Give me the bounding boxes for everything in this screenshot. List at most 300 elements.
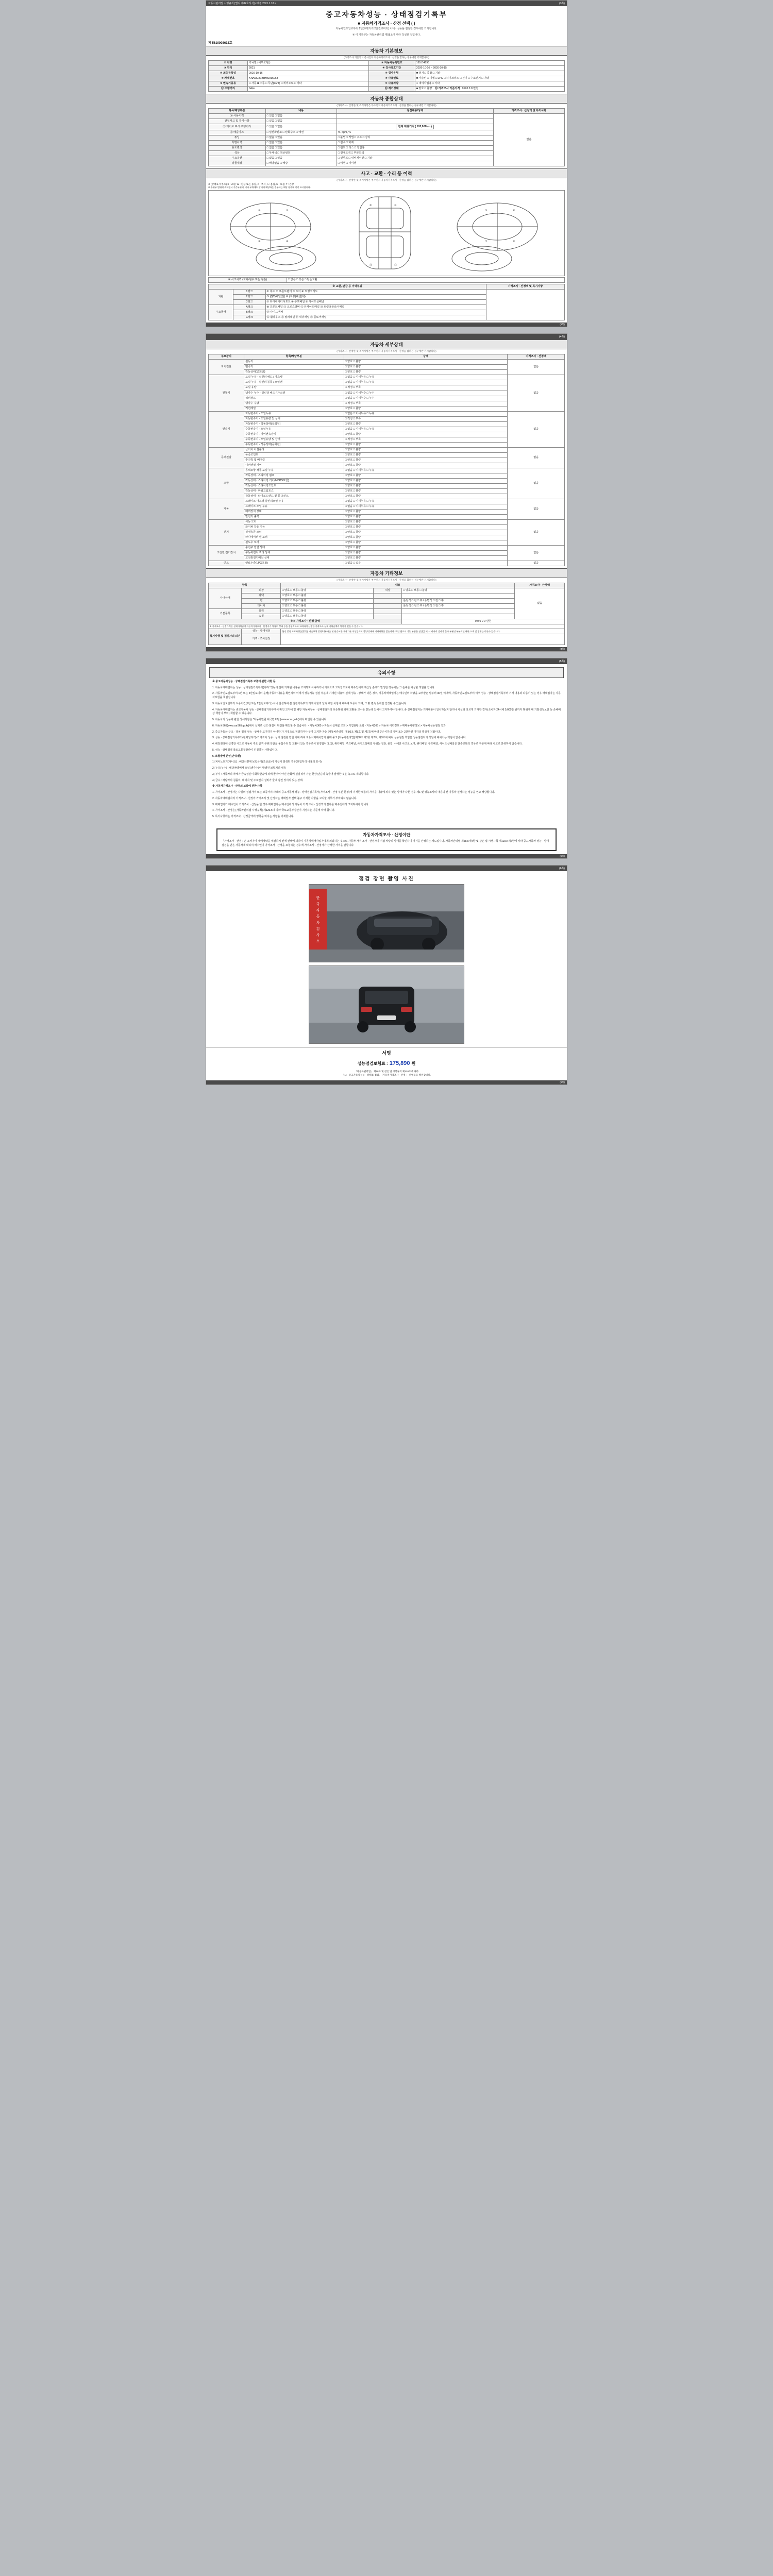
etc-label-2 — [374, 599, 402, 604]
detail-status: □ 양호 □ 불량 — [344, 473, 508, 478]
sheet-4 — [206, 865, 567, 1085]
detail-status: □ 양호 □ 불량 — [344, 550, 508, 555]
detail-item: 클러치 어셈블리 — [244, 447, 344, 452]
basic-value: □ 자동 ■ 수동 □ 무단(CVT) □ 세미오토 □ 기타 — [248, 81, 369, 87]
sheet-3 — [206, 658, 567, 859]
etc-price: 없음 — [515, 588, 565, 619]
etc-state-2 — [402, 609, 515, 614]
row-state: □ 침수 □ 화재 — [337, 141, 493, 146]
inspection-photo-rear — [309, 965, 464, 1044]
svg-text:①: ① — [258, 209, 261, 213]
detail-group: 동력전달 — [209, 447, 244, 468]
detail-status: □ 양호 □ 불량 — [344, 494, 508, 499]
rank-parts: ⑭ 사이드멤버 — [265, 310, 486, 315]
table-row — [209, 290, 565, 295]
basic-value: 2021 — [248, 66, 369, 71]
detail-item: 원동기 — [244, 360, 344, 365]
detail-item: 오일 누유 - 실린더 블록 / 오일팬 — [244, 380, 344, 385]
table-row — [209, 447, 565, 452]
table-row — [209, 66, 565, 71]
rank-price-header: 가격조사 · 산정액 및 특기사항 — [486, 284, 564, 290]
detail-item: 수동변속기 - 기어변속장치 — [244, 432, 344, 437]
detail-status: □ 양호 □ 불량 — [344, 406, 508, 411]
etc-label-2: 내장 — [374, 588, 402, 594]
col-device: 주요장치 — [209, 354, 244, 360]
etc-state: □ 양호 □ 보통 □ 불량 — [281, 594, 374, 599]
accident-legend-1: ※ (상태표시 부호) X : 교환, W : 판금 또는 용접, C : 부식, A : 흠집, U : 요철, T : 손상 — [208, 183, 294, 186]
detail-group: 제동 — [209, 499, 244, 519]
basic-label: ⑪ 주행거리 — [209, 87, 248, 92]
row-content: □ 없음 □ 있음 — [265, 141, 337, 146]
detail-item: 발전기 출력 — [244, 514, 344, 519]
etc-state-2 — [402, 594, 515, 599]
basic-value: 165조4696 — [415, 61, 564, 66]
detail-price: 없음 — [508, 519, 565, 545]
detail-item: 자동변속기 - 오일유량 및 상태 — [244, 416, 344, 421]
row-state: □ 렌트 □ 리스 □ 영업용 — [337, 146, 493, 151]
detail-item: 자동변속기 - 오일누유 — [244, 411, 344, 416]
table-row — [209, 614, 565, 619]
rank-group: 외판 — [209, 290, 233, 305]
detail-item: 작동상태 - 스티어링 펌프 — [244, 473, 344, 478]
section-accident-header: 사고 · 교환 · 수리 등 이력 — [206, 168, 567, 178]
section-detail-note: (가격조사 · 산정한 및 특기사항은 부수인지 자동차가격조사 · 산정을 함하는 경우에만 기재합니다) — [337, 350, 436, 353]
basic-label: ⑫ 계기상태 — [368, 87, 415, 92]
row-content: □ 없음 □ 있음 — [265, 156, 337, 161]
detail-status: □ 양호 □ 불량 — [344, 463, 508, 468]
row-label: 색상 — [209, 151, 266, 156]
accident-legend-2: ※ 주위부 범위에 속하면서 기준부위에, 기타 부위에도 상태에 해당하는 경우에는 해당 항목에 각각 표시합니다. — [208, 186, 311, 189]
notice-item: 5. 성능 · 상태점검 국토교통부장관이 인정하는 사항입니다. — [212, 748, 278, 752]
table-row — [209, 519, 565, 524]
price-basis-value: 0 0 0 0 0 만원 — [462, 87, 479, 91]
notice-item: 3. 성능 · 상태점검기록부의(판매알리기) 가격조사 성능 · 상태 점검할 만한 이내 하여 자동차매매사업자 판매 중고 [자동차관리법] 제58조 제1항 제2호, 제3호에 따라 성능점검 책임은 성능점검자의 책임에 대해서는 책임이 없습니다. — [212, 736, 466, 740]
declaration-box — [216, 828, 557, 851]
row-state: □ 전체도색 □ 부분도색 — [337, 151, 493, 156]
row-state — [337, 114, 493, 119]
detail-price: 없음 — [508, 499, 565, 519]
detail-status: □ 양호 □ 불량 — [344, 442, 508, 447]
row-content: □ 없음 □ 있음 — [265, 135, 337, 141]
detail-status: □ 양호 □ 불량 — [344, 365, 508, 370]
detail-status: □ 양호 □ 불량 — [344, 530, 508, 535]
detail-status: □ 양호 □ 불량 — [344, 447, 508, 452]
detail-state-table — [208, 354, 565, 566]
basic-value: 04㎞ — [248, 87, 369, 92]
section-total-header: 자동차 종합상태 — [206, 94, 567, 104]
etc-label-2 — [374, 609, 402, 614]
detail-status: □ 양호 □ 불량 — [344, 457, 508, 463]
notice-item: 1. 자동차매매업자는 성능 · 상태점검기록부의(이하 "성능 점검에 기재된 내용을 고지하지 아니하거나 거짓으로 고지함으로써 매수인에게 재산상 손해가 발생한 경우에는 그 손해를 배상할 책임을 집니다. — [212, 686, 435, 689]
sheet3-footer: (5쪽) — [206, 854, 567, 858]
basic-value: 2020-10-16 — [248, 71, 369, 76]
svg-text:⑩: ⑩ — [394, 204, 397, 208]
sheet2-footer: (4쪽) — [206, 647, 567, 651]
notice-item: 4. 해당권리에 신경한 시고로 자동차 주요 골격 부위의 판금 용접수리 및 교환이 있는 경우로서 한정합니다.(단, 쿼터패널, 루프패널, 사이드실패널 부위는 절단, 용접, 시에만 사고로 보며, 쿼터패널, 루프패널, 사이드실패널은 단순교환의 경우로 구분에 따라 사고로 분류하지 않습니다. — [212, 742, 523, 746]
svg-text:⑫: ⑫ — [394, 264, 397, 267]
declaration-body: 「가격조사 · 산정」은 소비자가 매매계약을 체결하기 전에 선택에 의하여 자동차매매사업자에게 의뢰하는 것으로 자동차 가격 조사 · 산정자가 직접 차량의 상태를 확인하여 가격을 산정하는 제도입니다. 자동차관리법 제58조제4항 및 같은 법 시행규칙 제120조제2항에 따라 중고자동차 성능 · 상태 점검을 받은 자동차에 대하여 매수인이 가격조사 · 산정을 요청하는 경우에 가격조사 · 산정자가 산정한 가격을 말합니다. — [222, 839, 549, 847]
basic-value: □ 대여사업용 □ 기타 — [415, 81, 564, 87]
basic-value: ■ 가솔린 □ 디젤 □ LPG □ 하이브리드 □ 전기 □ 수소전기 □ 기타 — [415, 76, 564, 81]
row-label: 전일사고 및 특기사항 — [209, 119, 266, 124]
svg-text:⑥: ⑥ — [513, 209, 515, 213]
meter-state: ■ 양호 □ 불량 — [416, 87, 432, 91]
row-label: 리콜대상 — [209, 161, 266, 166]
sheet3-spacer — [208, 659, 209, 663]
basic-value-compound — [415, 87, 564, 92]
detail-item: 충전구 절연 상태 — [244, 545, 344, 550]
notice-heading-2: 6. 보험발생 분인(단위:원) — [212, 754, 241, 758]
page-title: 중고자동차성능 · 상태점검기록부 — [326, 10, 447, 19]
row-state: □ 선루프 □ 내비게이션 □ 기타 — [337, 156, 493, 161]
table-header-row — [209, 109, 565, 114]
detail-status: □ 없음 □ 미세누유 □ 누유 — [344, 380, 508, 385]
detail-status: □ 양호 □ 불량 — [344, 483, 508, 488]
detail-item: 워터펌프 — [244, 396, 344, 401]
detail-price: 없음 — [508, 468, 565, 499]
detail-status: □ 양호 □ 불량 — [344, 452, 508, 457]
photos-footnote — [206, 1069, 567, 1080]
col-item: 항목/해당부분 — [244, 354, 344, 360]
svg-text:동: 동 — [316, 914, 320, 919]
detail-status: □ 없음 □ 미세누수 □ 누수 — [344, 391, 508, 396]
table-row — [209, 468, 565, 473]
etc-label: 타이어 — [242, 604, 281, 609]
detail-item: 수동변속기 - 오일누유 — [244, 427, 344, 432]
detail-status: □ 양호 □ 불량 — [344, 535, 508, 540]
detail-group: 조향 — [209, 468, 244, 499]
detail-status: □ 양호 □ 불량 — [344, 540, 508, 545]
page-note-2: ※ 이 기록부는 자동차관리법 제58조에 따라 작성된 것입니다. — [352, 33, 421, 37]
document-number: 제 5610008632호 — [208, 42, 232, 45]
notice-item: 2. 자동차인도일로부터 1년 또는 2만킬로미터 운행(자동차 내용을 확인하여 이에서 성능기능 점검 부분에 기재된 내용이 실제 성능 · 상태가 다른 경우, 자동차매매업자는 매수인의 차량을 교부받은 날부터 30일 이내에, 자동차인도일로부터 이후 성능 · 상태점검기록부의 기재 내용과 다름이 있는 경우 매매업자는 자동차보험을 책임집니다. — [212, 692, 561, 700]
inspection-photo-front — [309, 884, 464, 962]
sheet2-spacer — [208, 335, 209, 338]
rank-level: C랭크 — [233, 315, 265, 320]
detail-item: 작동상태(공회전) — [244, 370, 344, 375]
basic-label: ⑤ 최초등록일 — [209, 71, 248, 76]
sheet4-spacer — [208, 867, 209, 870]
table-row — [209, 594, 565, 599]
table-row — [209, 375, 565, 380]
svg-text:③: ③ — [258, 240, 261, 244]
page-number-3: (5쪽) — [559, 659, 565, 663]
basic-value: 2026-10-16 ~ 2026-10-15 — [415, 66, 564, 71]
remarks-row-text: 본인 불명 도료차량(전종류), 파손부위 불명/내부파손 및 단순교환 제작기술 이상없으며 성능/상태에 기재사항은 없습니다. 확인 필요시 기능 부품은 점검(정비)시 비파괴 검사가 불가 부분인 부분적인 판단 도색 및 범위는 다를수 있습니다. — [281, 629, 565, 634]
svg-text:⑤: ⑤ — [485, 209, 488, 213]
detail-item: 작동상태 - 타이로드엔드 및 볼 조인트 — [244, 494, 344, 499]
sheet1-footer: (3쪽) — [206, 323, 567, 327]
sheet1-topbar — [206, 1, 567, 6]
col-price: 가격조사 · 산정액 및 특기사항 — [493, 109, 564, 114]
detail-status: □ 없음 □ 미세누유 □ 누유 — [344, 411, 508, 416]
detail-price: 없음 — [508, 447, 565, 468]
detail-item: 작동상태 - 스티어링조인트 — [244, 483, 344, 488]
section-total-note: (가격조사 · 산정한 및 특기사항은 부수인지 자동차가격조사 · 산정을 함하는 경우에만 기재합니다) — [337, 104, 436, 107]
detail-status: □ 적정 □ 부족 — [344, 385, 508, 391]
footnote-line-2: 「1」 중고자동차성능 · 상태를 점검, 「자동차가격조사 · 산정 」 하였음을 확인합니다. — [342, 1074, 431, 1077]
col-etc-item: 항목 — [209, 583, 281, 588]
detail-status: □ 없음 □ 미세누유 □ 누유 — [344, 499, 508, 504]
section-accident-note: (가격조사 · 산정한 및 특기사항은 부수인지 자동차가격조사 · 산정을 함하는 경우에만 기재합니다) — [337, 179, 436, 182]
notice-item: 3. 매매업자가 매수인이 기계조사 · 산정을 한 경우 매매업자는 매수인에게 자동차 가격 조사 · 산정액의 결과를 매수인에게 고지하여야 합니다. — [212, 803, 369, 806]
svg-text:소: 소 — [316, 939, 320, 943]
price-total-label: ※④ 가격조사 · 산정 금액 — [209, 619, 402, 624]
svg-text:한: 한 — [316, 896, 320, 900]
detail-status: □ 적정 □ 부족 — [344, 401, 508, 406]
etc-state: □ 양호 □ 보통 □ 불량 — [281, 588, 374, 594]
rank-table — [208, 284, 565, 320]
rank-parts: ⑮ 휠하우스 ⑯ 필러패널 ⑰ 대쉬패널 ⑱ 플로어패널 — [265, 315, 486, 320]
etc-state: □ 양호 □ 보통 □ 불량 — [281, 599, 374, 604]
etc-label: 속칭 — [242, 614, 281, 619]
detail-status: □ 양호 □ 불량 — [344, 478, 508, 483]
col-status: 상태 — [344, 354, 508, 360]
notice-item: 2. 자동차매매업자의 가격조사 · 산정의 가격조사 및 산정자는 매매업자 선택 불구 기재한 사항을 고지할 의무가 부여되지 않습니다. — [212, 796, 357, 800]
row-content: □ 일산화탄소 □ 탄화수소 □ 매연 — [265, 130, 337, 135]
inspection-fee-label: 성능점검보험료 : — [357, 1061, 388, 1066]
page-subtitle: ■ 자동차가격조사 · 산정 선택 ( ) — [358, 21, 415, 26]
table-row — [209, 278, 565, 283]
table-row — [209, 619, 565, 624]
detail-item: 오일 유량 — [244, 385, 344, 391]
detail-item: 자동변속기 - 작동상태(공회전) — [244, 421, 344, 427]
etc-state: □ 양호 □ 보통 □ 불량 — [281, 614, 374, 619]
basic-value: 카니발 (세부모델 ) — [248, 61, 369, 66]
page-number-1: (3쪽) — [559, 2, 565, 5]
col-content: 내용 — [265, 109, 337, 114]
document-page — [0, 0, 773, 1085]
table-row — [209, 499, 565, 504]
table-row — [209, 599, 565, 604]
rank-parts: ⑦ 라디에이터서포트 ⑧ 루프패널 ⑨ 사이드실패널 — [265, 300, 486, 305]
detail-group: 변속기 — [209, 411, 244, 447]
row-state: %, ppm, % — [337, 130, 493, 135]
detail-item: 윈도우 모터 — [244, 540, 344, 545]
detail-item: 디퍼렌셜 기어 — [244, 463, 344, 468]
detail-item: 와이퍼 작동 기능 — [244, 524, 344, 530]
detail-item: 등속조인트 — [244, 452, 344, 457]
detail-item: 배력장치 상태 — [244, 509, 344, 514]
table-row — [209, 604, 565, 609]
inspection-fee-unit: 원 — [411, 1061, 416, 1066]
etc-label-2 — [374, 604, 402, 609]
detail-status: □ 양호 □ 불량 — [344, 432, 508, 437]
svg-text:②: ② — [286, 209, 289, 213]
detail-status: □ 양호 □ 불량 — [344, 370, 508, 375]
svg-text:⑧: ⑧ — [513, 240, 515, 244]
detail-status: □ 양호 □ 불량 — [344, 360, 508, 365]
row-label: 튜닝 — [209, 135, 266, 141]
basic-info-table — [208, 60, 565, 92]
row-label: ⑮ 계기로 표시 주행거리 — [209, 124, 266, 130]
detail-status: □ 없음 □ 미세누유 □ 누유 — [344, 375, 508, 380]
svg-text:⑦: ⑦ — [485, 240, 488, 244]
detail-status: □ 양호 □ 불량 — [344, 519, 508, 524]
detail-status: □ 양호 □ 불량 — [344, 488, 508, 494]
table-row — [209, 588, 565, 594]
section-detail-header: 자동차 세부상태 — [206, 340, 567, 349]
detail-item: 수동변속기 - 작동상태(공회전) — [244, 442, 344, 447]
col-item: 항목/해당부분 — [209, 109, 266, 114]
row-label: ⑯ 배출가스 — [209, 130, 266, 135]
col-price: 가격조사 · 산정액 — [508, 354, 565, 360]
detail-item: 브레이크 마스터 실린더오일 누유 — [244, 499, 344, 504]
detail-item: 고전원전기배선 상태 — [244, 556, 344, 561]
detail-status: □ 양호 □ 불량 — [344, 514, 508, 519]
detail-group: 연료 — [209, 561, 244, 566]
remarks-row-text — [281, 634, 565, 645]
total-state-table — [208, 108, 565, 166]
detail-status: □ 없음 □ 있음 — [344, 561, 508, 566]
detail-item: 라디에이터 팬 모터 — [244, 535, 344, 540]
odometer-value: 현재 계량거리 ( 192,909km ) — [396, 125, 434, 129]
inspection-fee-value: 175,890 — [389, 1060, 410, 1066]
detail-status: □ 양호 □ 불량 — [344, 556, 508, 561]
basic-label: ④ 검사유효기간 — [368, 66, 415, 71]
detail-price: 없음 — [508, 375, 565, 411]
rank-group: 주요골격 — [209, 305, 233, 320]
detail-status: □ 양호 □ 불량 — [344, 509, 508, 514]
table-row — [209, 87, 565, 92]
etc-state-2 — [402, 614, 515, 619]
form-legal-ref: 자동차관리법 시행규칙 [별지 제82호서식] <개정 2021.1.18.> — [208, 2, 276, 5]
col-etc-price: 가격조사 · 산정액 — [515, 583, 565, 588]
photo-rear-svg — [309, 966, 464, 1043]
notice-heading-3: ※ 자동차가격조사 · 산정의 보증에 관한 사항 — [212, 785, 262, 788]
detail-group: 자기진단 — [209, 360, 244, 375]
notice-item: 4. 가격조사 · 산정은 [자동차관리법 시행규칙] 제120조에 따라 국토교통부장관이 지정하는 기준에 따라 합니다. — [212, 809, 335, 812]
svg-text:⑨: ⑨ — [369, 204, 372, 208]
table-row — [209, 629, 565, 634]
notice-item: 2. 중고자동차 구조 · 장치 점검 성능 · 상태를 고지하지 아니한 가 거짓으로 점검하거나 부가 고지한 자는 [자동차관리법] 제 80조 제8호 및 제7호에 따라 2년 이하의 징역 또는 2천만원 이하의 벌금에 처합니다. — [212, 730, 441, 734]
photo-front-svg — [309, 885, 464, 962]
basic-label: ⑦ 차대번호 — [209, 76, 248, 81]
car-diagram-svg — [209, 191, 564, 274]
table-row — [209, 634, 565, 645]
rank-level: A랭크 — [233, 305, 265, 310]
row-content: □ 해당없음 □ 해당 — [265, 161, 337, 166]
detail-item: 수동변속기 - 오일유량 및 상태 — [244, 437, 344, 442]
detail-status: □ 적정 □ 부족 — [344, 416, 508, 421]
rank-level: B랭크 — [233, 310, 265, 315]
sheet2-topbar — [206, 334, 567, 340]
row-label: ⑭ 사용이력 — [209, 114, 266, 119]
table-row — [209, 545, 565, 550]
price-total-note: ※ 가격조사 · 산정가격은 실제거래금액 자동차가격조사 · 산정자가 차량의 상태 등을 종합적으로 고려하여 산정한 가격으로 실제 거래금액과 차이가 있을 수 있습니다. — [209, 624, 565, 629]
table-row — [209, 81, 565, 87]
car-damage-diagram — [208, 190, 565, 276]
svg-text:차: 차 — [316, 921, 320, 925]
signature-row: 서명 — [206, 1047, 567, 1058]
table-row — [209, 71, 565, 76]
detail-status: □ 없음 □ 미세누수 □ 누수 — [344, 396, 508, 401]
detail-status: □ 없음 □ 미세누유 □ 누유 — [344, 504, 508, 509]
notice-item: 5. 자동차의 성능에 관한 상세사항은 "자동차민원 대국민포털 (www.ecar.go.kr)에서 확인할 수 있습니다. — [212, 718, 327, 722]
rank-level: 1랭크 — [233, 290, 265, 295]
price-basis-label: ⑬ 가격조사 기준가격 — [435, 87, 460, 91]
notice-item: 2) 누유(누수) : 해당차량에서 오일(냉각수)이 발생된 보험처리 내용 — [212, 767, 286, 770]
detail-item: 작동상태 - 스티어링 기어(MDPS포함) — [244, 478, 344, 483]
row-state: □ 불법 □ 적법 □ 구조 □ 장치 — [337, 135, 493, 141]
svg-text:자: 자 — [316, 908, 320, 912]
rank-level: 2랭크 — [233, 295, 265, 300]
row-content: □ 있음 □ 없음 — [265, 124, 337, 130]
notice-item: 1. 가격조사 · 산정자는 사실의 성립가격 또는 보증거리 사례의 중고자동차 성능 · 상태점검기록부(가격조사 · 산정 부분 한정)에 기재한 내용의 가격을 내용에 의하 있는 상태가 다른 경우 제1 및 성능조사의 내용의 선 자동차 실성하는 성능을 권고 해당합니다. — [212, 791, 495, 794]
section-etc-header: 자동차 기타정보 — [206, 568, 567, 578]
etc-state-2: 운전석 □ 전 □ 후 / 동반석 □ 전 □ 후 — [402, 604, 515, 609]
notice-item: 5. 특기사항에는 가격조사 · 산정금액에 영향을 미치는 사항을 기재합니다. — [212, 815, 294, 819]
detail-item: 실내송풍 모터 — [244, 530, 344, 535]
detail-item: 브레이크 오일 누유 — [244, 504, 344, 509]
detail-status: □ 없음 □ 미세누유 □ 누유 — [344, 427, 508, 432]
basic-label: ⑩ 사용차량 — [368, 81, 415, 87]
etc-label-2 — [374, 614, 402, 619]
accident-bottom-table — [208, 277, 565, 283]
detail-status: □ 없음 □ 미세누유 □ 누유 — [344, 468, 508, 473]
basic-value: ■ 정기 □ 종합 □ 기타 — [415, 71, 564, 76]
rank-parts: ⑤ (QC)패널(앞) ⑥ (지붕)패널(뒤) — [265, 295, 486, 300]
table-header-row — [209, 354, 565, 360]
accident-history-label: ※ 사고이력 (교차/침수 또는 침습) — [209, 278, 287, 283]
etc-label: 유리 — [242, 609, 281, 614]
detail-item: 변속기 — [244, 365, 344, 370]
photos-title: 점검 장면 촬영 사진 — [359, 876, 414, 882]
etc-state-2: 운전석 □ 전 □ 후 / 동반석 □ 전 □ 후 — [402, 599, 515, 604]
table-row — [209, 411, 565, 416]
notice-title: 유의사항 — [209, 667, 564, 678]
etc-label-2 — [374, 594, 402, 599]
row-content: □ 무채색 □ 색상번호 — [265, 151, 337, 156]
declaration-title: 자동차가격조사 · 산정이안 — [362, 832, 411, 837]
table-row — [209, 61, 565, 66]
detail-price: 없음 — [508, 561, 565, 566]
price-total-value: 0 0 0 0 0 만원 — [402, 619, 565, 624]
basic-label: ⑧ 사용연료 — [368, 76, 415, 81]
notice-item: 3. 자동차인도일부터 보증기간(1년 또는 2만킬로미터 ) 이내 발생하여 본 점검기록부의 기재 사항과 달리 해당 사항에 대하여 보증이 되며, 그 밖 변속 등에만 인정될 수 있습니다. — [212, 702, 407, 705]
sheet4-topbar — [206, 866, 567, 871]
svg-text:사: 사 — [316, 933, 320, 937]
notice-heading-1: ※ 중고자동차성능 · 상태점검기록부 보증에 관한 사항 등 — [212, 680, 276, 683]
sheet3-topbar — [206, 658, 567, 664]
table-row — [209, 561, 565, 566]
notice-item: 4) 금수 : 차량자의 침몰이, 배어지 및 주요인지 설비가 물에 잠긴 것이의 있는 상태. — [212, 778, 304, 782]
etc-state-2: □ 양호 □ 보통 □ 불량 — [402, 588, 515, 594]
table-row — [209, 76, 565, 81]
etc-label: 휠 — [242, 599, 281, 604]
col-state: 점검내용/상태 — [337, 109, 493, 114]
rank-table-title: ※ 교환, 판금 등 이력부위 — [209, 284, 486, 290]
svg-text:⑪: ⑪ — [369, 264, 373, 267]
detail-item: 동력조향 작동 오일 누유 — [244, 468, 344, 473]
notice-item: 1) 피아노보기(아니요) : 해당차량에 보험금이(조상금)이 지급이 발생된 경우(보험처리 내용의 표시) — [212, 760, 322, 764]
etc-group: 기본품목 — [209, 609, 242, 619]
etc-label: 외장 — [242, 588, 281, 594]
detail-status: □ 양호 □ 불량 — [344, 524, 508, 530]
rank-price — [486, 290, 564, 320]
row-state — [337, 124, 493, 130]
sheet4-footer: (6쪽) — [206, 1080, 567, 1084]
inspection-fee-row — [206, 1058, 567, 1069]
row-content: □ 있음 □ 없음 — [265, 119, 337, 124]
sheet-2 — [206, 333, 567, 651]
detail-group: 원동기 — [209, 375, 244, 411]
sheet-1 — [206, 0, 567, 327]
page-number-2: (4쪽) — [559, 335, 565, 339]
detail-price: 없음 — [508, 411, 565, 447]
row-label: 특별이력 — [209, 141, 266, 146]
remarks-row-label: 성능 · 상태점검 — [242, 629, 281, 634]
